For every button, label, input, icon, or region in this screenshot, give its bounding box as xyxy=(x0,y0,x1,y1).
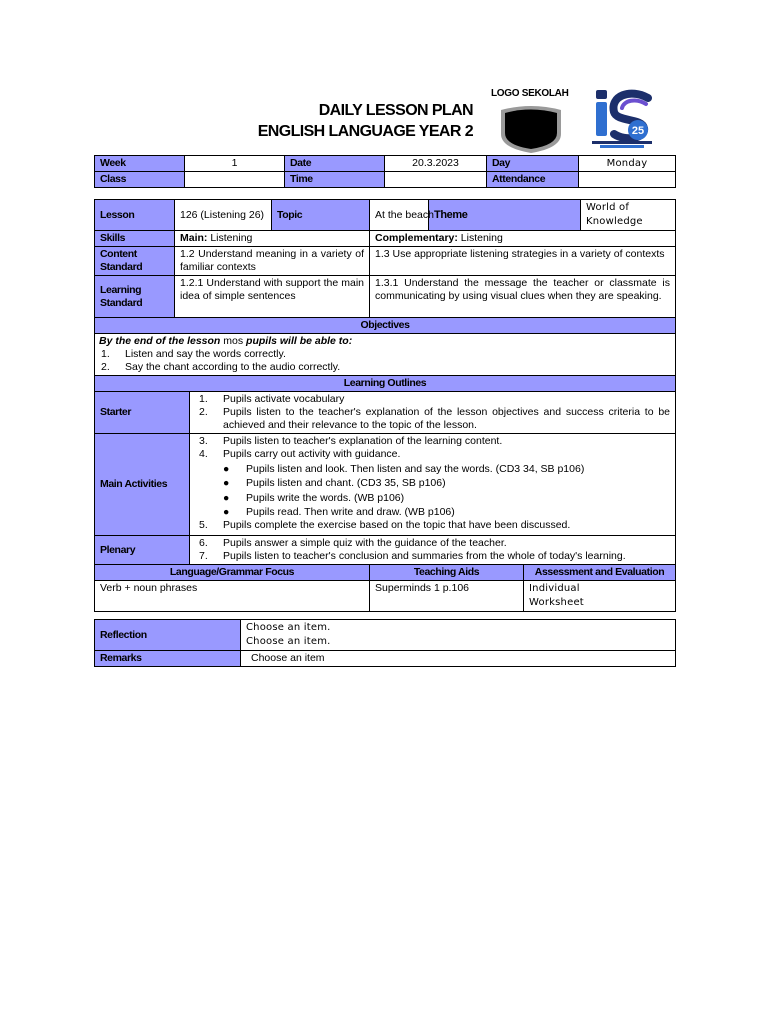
grammar-focus-heading: Language/Grammar Focus xyxy=(95,565,370,581)
objective-item: 2. Say the chant according to the audio correctly. xyxy=(101,361,341,373)
starter-label: Starter xyxy=(95,392,190,434)
date-value: 20.3.2023 xyxy=(385,156,487,172)
svg-text:25: 25 xyxy=(631,125,645,137)
main-activity-bullet: ● Pupils read. Then write and draw. (WB p106) xyxy=(223,506,455,518)
main-activity-item: 4. Pupils carry out activity with guidance. xyxy=(199,448,401,460)
class-value xyxy=(185,172,285,188)
content-standard-label-1: Content xyxy=(100,248,137,260)
objective-item: 1. Listen and say the words correctly. xyxy=(101,348,286,360)
learning-standard-label-1: Learning xyxy=(100,283,142,296)
lesson-plan-table xyxy=(94,199,676,612)
reflection-value xyxy=(241,620,676,651)
theme-label: Theme xyxy=(429,200,581,231)
content-standard-comp: 1.3 Use appropriate listening strategies in a variety of contexts xyxy=(370,247,676,276)
objectives-body xyxy=(95,334,676,376)
time-label: Time xyxy=(285,172,385,188)
document-subtitle: ENGLISH LANGUAGE YEAR 2 xyxy=(257,123,473,140)
topic-label: Topic xyxy=(272,200,370,231)
skills-main-label: Main: xyxy=(180,232,208,244)
main-activity-item: 5. Pupils complete the exercise based on the topic that have been discussed. xyxy=(199,519,571,531)
time-value xyxy=(385,172,487,188)
assessment-heading: Assessment and Evaluation xyxy=(524,565,676,581)
learning-standard-comp: 1.3.1 Understand the message the teacher or classmate is communicating by using visual clues when they are speaking. xyxy=(370,276,676,318)
plenary-item: 7. Pupils listen to teacher's conclusion and summaries from the whole of today's learning. xyxy=(199,550,626,562)
skills-comp-value: Listening xyxy=(457,232,503,244)
starter-body xyxy=(190,392,676,434)
skills-label: Skills xyxy=(95,231,175,247)
objectives-heading: Objectives xyxy=(95,318,676,334)
day-value: Monday xyxy=(579,156,676,172)
objectives-intro-b: mos xyxy=(220,335,247,347)
class-label: Class xyxy=(95,172,185,188)
skills-comp-label: Complementary: xyxy=(375,232,458,244)
remarks-choose-item[interactable]: Choose an item xyxy=(241,651,676,667)
assessment-value xyxy=(524,581,676,612)
content-standard-main: 1.2 Understand meaning in a variety of familiar contexts xyxy=(175,247,370,276)
attendance-label: Attendance xyxy=(487,172,579,188)
plenary-item: 6. Pupils answer a simple quiz with the guidance of the teacher. xyxy=(199,537,507,549)
theme-value xyxy=(581,200,676,231)
teaching-aids-value: Superminds 1 p.106 xyxy=(370,581,524,612)
lesson-label: Lesson xyxy=(95,200,175,231)
date-label: Date xyxy=(285,156,385,172)
learning-standard-label xyxy=(95,276,175,318)
learning-standard-main: 1.2.1 Understand with support the main idea of simple sentences xyxy=(175,276,370,318)
school-logo-shield-icon xyxy=(497,104,565,154)
topic-value: At the beach xyxy=(370,200,429,231)
main-activities-label: Main Activities xyxy=(95,434,190,536)
teaching-aids-heading: Teaching Aids xyxy=(370,565,524,581)
week-value: 1 xyxy=(185,156,285,172)
starter-item: 1. Pupils activate vocabulary xyxy=(199,393,345,405)
theme-value-line-2: Knowledge xyxy=(586,216,643,227)
assessment-value-line-1: Individual xyxy=(529,583,580,594)
plenary-label: Plenary xyxy=(95,536,190,565)
ministry-brand-logo-icon xyxy=(590,86,654,150)
week-label: Week xyxy=(95,156,185,172)
reflection-label: Reflection xyxy=(95,620,241,651)
main-activity-bullet: ● Pupils listen and chant. (CD3 35, SB p106) xyxy=(223,477,446,489)
lesson-info-table xyxy=(94,155,676,188)
main-activity-item: 3. Pupils listen to teacher's explanation of the learning content. xyxy=(199,435,503,447)
main-activity-bullet: ● Pupils write the words. (WB p106) xyxy=(223,491,405,504)
theme-value-line-1: World of xyxy=(586,202,630,213)
grammar-focus-value: Verb + noun phrases xyxy=(95,581,370,612)
reflection-table xyxy=(94,619,676,667)
objectives-intro-c: pupils will be able to: xyxy=(246,335,353,347)
day-label: Day xyxy=(487,156,579,172)
content-standard-label-2: Standard xyxy=(100,261,143,273)
content-standard-label xyxy=(95,247,175,276)
remarks-label: Remarks xyxy=(95,651,241,667)
skills-main-value: Listening xyxy=(207,232,253,244)
objectives-intro-a: By the end of the lesson xyxy=(99,335,221,347)
assessment-value-line-2: Worksheet xyxy=(529,597,584,608)
logo-label: LOGO SEKOLAH xyxy=(491,88,569,99)
reflection-choose-item-2[interactable]: Choose an item. xyxy=(246,636,331,647)
lesson-value: 126 (Listening 26) xyxy=(175,200,272,231)
attendance-value xyxy=(579,172,676,188)
main-activity-bullet: ● Pupils listen and look. Then listen and say the words. (CD3 34, SB p106) xyxy=(223,462,585,475)
main-activities-body xyxy=(190,434,676,536)
document-title: DAILY LESSON PLAN xyxy=(318,102,473,119)
skills-main xyxy=(175,231,370,247)
plenary-body xyxy=(190,536,676,565)
starter-item: 2. Pupils listen to the teacher's explanation of the lesson objectives and success criteria to be achieved and their relevance to the topic of the lesson. xyxy=(199,406,671,431)
skills-complementary xyxy=(370,231,676,247)
learning-standard-label-2: Standard xyxy=(100,296,143,309)
reflection-choose-item-1[interactable]: Choose an item. xyxy=(246,622,331,633)
objectives-intro xyxy=(99,335,671,348)
learning-outlines-heading: Learning Outlines xyxy=(95,376,676,392)
